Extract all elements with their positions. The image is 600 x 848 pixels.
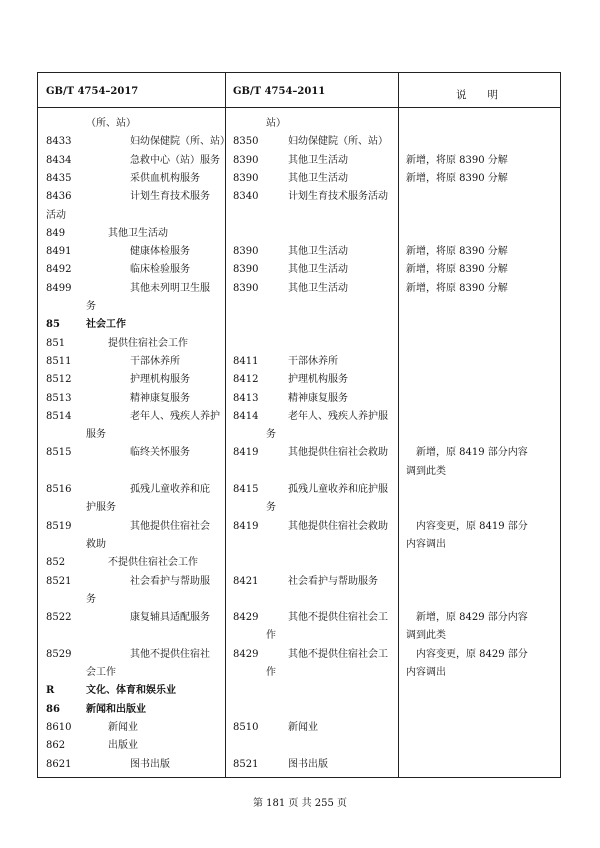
header-gbt-2017: GB/T 4754–2017	[46, 86, 139, 97]
name-2011: 其他卫生活动	[288, 282, 348, 294]
note-text: 新增，原 8419 部分内容	[406, 447, 528, 459]
name-2017: 其他未列明卫生服	[130, 282, 210, 294]
name-2011: 其他卫生活动	[288, 246, 348, 258]
name-2011: 护理机构服务	[288, 374, 348, 386]
code-2017: 8515	[46, 447, 72, 459]
code-2011: 8413	[233, 392, 259, 404]
name-2017: 出版业	[108, 740, 138, 752]
code-2011: 8415	[233, 484, 259, 495]
table-row	[0, 335, 600, 353]
code-2017: 8435	[46, 172, 72, 184]
table-row	[0, 371, 600, 389]
code-2017: 8436	[46, 191, 72, 203]
code-2017: 8514	[46, 410, 72, 422]
name-2017: 社会看护与帮助服	[130, 575, 210, 587]
name-2011: 干部休养所	[288, 355, 338, 367]
name-2017: 活动	[46, 209, 66, 221]
name-2011: 社会看护与帮助服务	[288, 575, 378, 587]
name-2017: 新闻和出版业	[86, 703, 146, 715]
table-row	[0, 353, 600, 371]
name-2017: 文化、体育和娱乐业	[86, 685, 176, 697]
code-2017: 8511	[46, 355, 72, 367]
code-2011: 8340	[233, 191, 259, 203]
note-text: 调到此类	[406, 630, 446, 642]
code-2011: 8510	[233, 721, 259, 733]
name-2011: 其他提供住宿社会救助	[288, 520, 388, 532]
name-2011: 其他不提供住宿社会工	[288, 612, 388, 624]
table-row	[0, 701, 600, 719]
table-row	[0, 756, 600, 774]
name-2011: 作	[266, 667, 276, 678]
code-2017: 8513	[46, 392, 72, 404]
table-row	[0, 133, 600, 151]
table-row	[0, 426, 600, 444]
code-2011: 8419	[233, 447, 259, 459]
name-2017: 计划生育技术服务	[130, 191, 210, 203]
code-2017: 86	[46, 703, 60, 715]
code-2017: 8529	[46, 648, 72, 660]
table-row	[0, 261, 600, 279]
note-text: 内容变更，原 8419 部分	[406, 520, 528, 532]
table-row	[0, 719, 600, 737]
name-2017: 急救中心（站）服务	[130, 154, 220, 166]
name-2017: 妇幼保健院（所、站）	[130, 136, 230, 148]
note-text: 新增，将原 8390 分解	[406, 246, 508, 258]
name-2011: 务	[266, 502, 276, 514]
name-2011: 其他卫生活动	[288, 264, 348, 276]
code-2017: 8521	[46, 575, 72, 587]
name-2017: 其他卫生活动	[108, 227, 168, 239]
name-2011: 新闻业	[288, 721, 318, 733]
table-row	[0, 225, 600, 243]
note-text: 新增，原 8429 部分内容	[406, 612, 528, 624]
code-2011: 8390	[233, 282, 259, 294]
note-text: 调到此类	[406, 465, 446, 477]
name-2011: 其他卫生活动	[288, 154, 348, 166]
name-2017: 孤残儿童收养和庇	[130, 484, 210, 495]
name-2011: 其他不提供住宿社会工	[288, 648, 388, 660]
code-2017: 8516	[46, 484, 72, 495]
code-2011: 8412	[233, 374, 259, 386]
name-2011: 图书出版	[288, 758, 328, 770]
code-2017: 8610	[46, 721, 72, 733]
code-2017: 8434	[46, 154, 72, 166]
table-row	[0, 152, 600, 170]
table-row	[0, 316, 600, 334]
code-2011: 8419	[233, 520, 259, 532]
code-2017: 8433	[46, 136, 72, 148]
table-row	[0, 390, 600, 408]
code-2011: 8390	[233, 264, 259, 276]
note-text: 新增，将原 8390 分解	[406, 172, 508, 184]
table-row	[0, 554, 600, 572]
code-2017: 8499	[46, 282, 72, 294]
name-2011: 妇幼保健院（所、站）	[288, 136, 388, 148]
name-2017: 精神康复服务	[130, 392, 190, 404]
table-row	[0, 463, 600, 481]
name-2011: 作	[266, 630, 276, 642]
header-gbt-2011: GB/T 4754–2011	[233, 86, 326, 97]
name-2017: 提供住宿社会工作	[108, 337, 188, 349]
table-row	[0, 481, 600, 499]
code-2017: 849	[46, 227, 66, 239]
note-text: 内容调出	[406, 667, 446, 678]
code-2011: 8429	[233, 612, 259, 624]
code-2011: 8390	[233, 172, 259, 184]
code-2017: 8492	[46, 264, 72, 276]
note-text: 内容变更，原 8429 部分	[406, 648, 528, 660]
name-2017: 健康体检服务	[130, 246, 190, 258]
code-2017: R	[46, 685, 55, 697]
name-2011: 其他提供住宿社会救助	[288, 447, 388, 459]
table-row	[0, 609, 600, 627]
name-2017: 干部休养所	[130, 355, 180, 367]
name-2017: 老年人、残疾人养护	[130, 410, 220, 422]
code-2017: 8491	[46, 246, 72, 258]
code-2017: 8621	[46, 758, 72, 770]
header-notes: 说 明	[456, 89, 498, 101]
name-2017: 图书出版	[130, 758, 170, 770]
code-2017: 862	[46, 740, 66, 752]
name-2017: 护服务	[86, 502, 116, 514]
table-row	[0, 664, 600, 682]
code-2017: 85	[46, 319, 60, 331]
code-2017: 852	[46, 557, 66, 569]
table-row	[0, 444, 600, 462]
table-row	[0, 499, 600, 517]
name-2017: 其他提供住宿社会	[130, 520, 210, 532]
code-2011: 8421	[233, 575, 259, 587]
code-2011: 8350	[233, 136, 259, 148]
name-2017: 采供血机构服务	[130, 172, 200, 184]
code-2017: 8522	[46, 612, 72, 624]
name-2017: 社会工作	[86, 319, 126, 331]
table-row	[0, 573, 600, 591]
name-2017: 临床检验服务	[130, 264, 190, 276]
table-row	[0, 737, 600, 755]
code-2011: 8414	[233, 410, 259, 422]
code-2017: 851	[46, 337, 66, 349]
table-row	[0, 298, 600, 316]
name-2017: （所、站）	[86, 118, 136, 129]
table-row	[0, 408, 600, 426]
name-2011: 孤残儿童收养和庇护服	[288, 484, 388, 495]
note-text: 新增，将原 8390 分解	[406, 282, 508, 294]
note-text: 新增，将原 8390 分解	[406, 154, 508, 166]
name-2017: 不提供住宿社会工作	[108, 557, 198, 569]
code-2011: 8429	[233, 648, 259, 660]
name-2017: 会工作	[86, 667, 116, 678]
table-row	[0, 115, 600, 133]
code-2011: 8390	[233, 246, 259, 258]
name-2011: 计划生育技术服务活动	[288, 191, 388, 203]
table-row	[0, 536, 600, 554]
code-2011: 8521	[233, 758, 259, 770]
name-2011: 务	[266, 429, 276, 441]
note-text: 新增，将原 8390 分解	[406, 264, 508, 276]
name-2017: 其他不提供住宿社	[130, 648, 210, 660]
table-row	[0, 646, 600, 664]
code-2011: 8411	[233, 355, 259, 367]
table-row	[0, 170, 600, 188]
name-2017: 救助	[86, 538, 106, 550]
name-2017: 康复辅具适配服务	[130, 612, 210, 624]
name-2017: 新闻业	[108, 721, 138, 733]
code-2017: 8519	[46, 520, 72, 532]
name-2017: 护理机构服务	[130, 374, 190, 386]
table-row	[0, 591, 600, 609]
name-2011: 精神康复服务	[288, 392, 348, 404]
table-row	[0, 627, 600, 645]
table-row	[0, 243, 600, 261]
name-2011: 老年人、残疾人养护服	[288, 410, 388, 422]
page-footer: 第 181 页 共 255 页	[252, 798, 348, 809]
table-row	[0, 188, 600, 206]
name-2017: 务	[86, 593, 96, 605]
name-2011: 其他卫生活动	[288, 172, 348, 184]
table-row	[0, 280, 600, 298]
note-text: 内容调出	[406, 538, 446, 550]
code-2011: 8390	[233, 154, 259, 166]
name-2017: 务	[86, 301, 96, 312]
table-row	[0, 682, 600, 700]
code-2017: 8512	[46, 374, 72, 386]
name-2017: 临终关怀服务	[130, 447, 190, 459]
name-2011: 站）	[266, 118, 286, 129]
name-2017: 服务	[86, 429, 106, 441]
table-row	[0, 207, 600, 225]
header-divider	[37, 107, 561, 108]
table-row	[0, 518, 600, 536]
